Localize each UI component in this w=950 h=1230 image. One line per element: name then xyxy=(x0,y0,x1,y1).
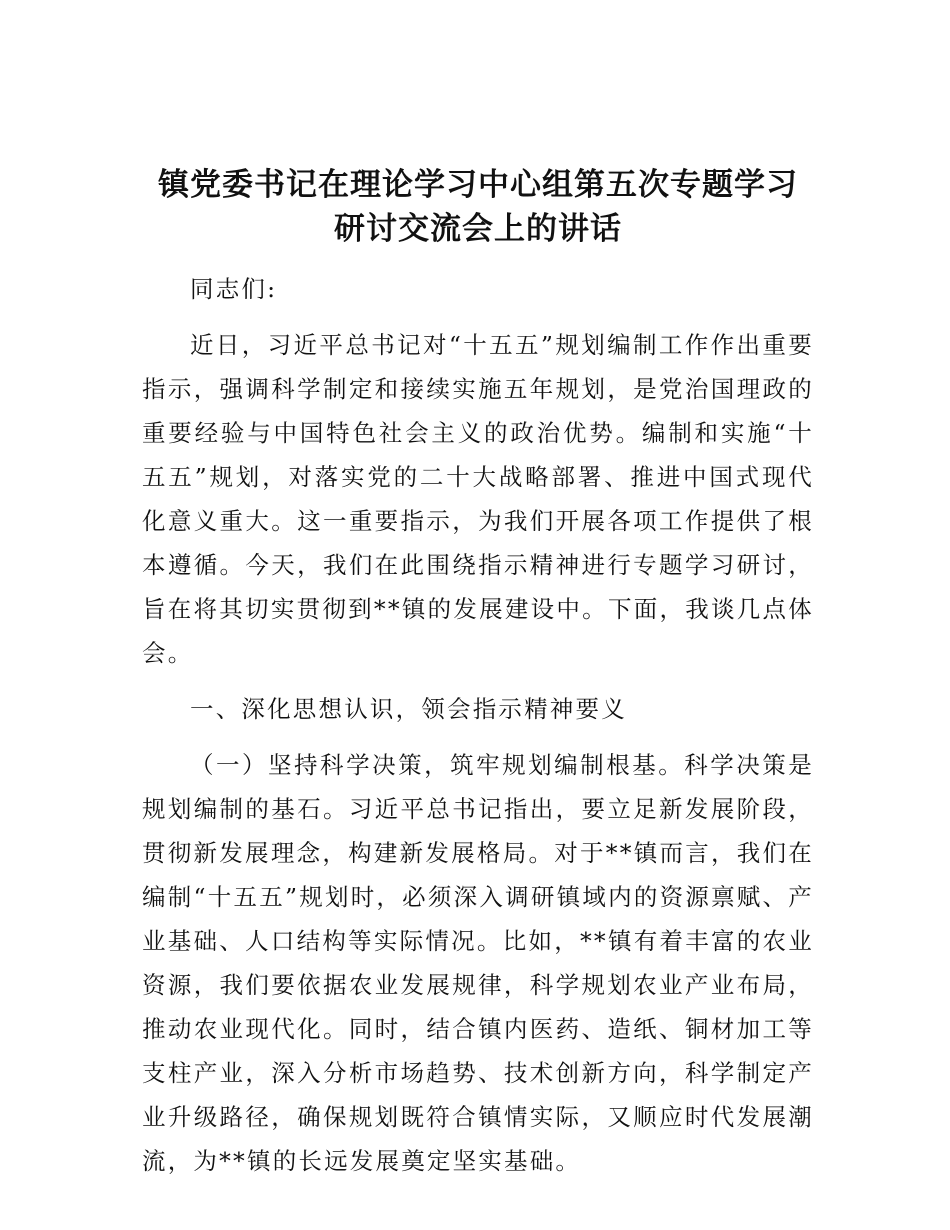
document-title xyxy=(142,163,814,251)
paragraph-intro: 近日，习近平总书记对“十五五”规划编制工作作出重要指示，强调科学制定和接续实施五年规划，是党治国理政的重要经验与中国特色社会主义的政治优势。编制和实施“十五五”规划，对落实党的二十大战略部署、推进中国式现代化意义重大。这一重要指示，为我们开展各项工作提供了根本遵循。今天，我们在此围绕指示精神进行专题学习研讨，旨在将其切实贯彻到**镇的发展建设中。下面，我谈几点体会。 xyxy=(142,331,814,667)
title-line-2: 研讨交流会上的讲话 xyxy=(334,211,622,247)
section-heading-1: 一、深化思想认识，领会指示精神要义 xyxy=(190,695,627,723)
paragraph-section-1-1: （一）坚持科学决策，筑牢规划编制根基。科学决策是规划编制的基石。习近平总书记指出，要立足新发展阶段，贯彻新发展理念，构建新发展格局。对于**镇而言，我们在编制“十五五”规划时，必须深入调研镇域内的资源禀赋、产业基础、人口结构等实际情况。比如，**镇有着丰富的农业资源，我们要依据农业发展规律，科学规划农业产业布局，推动农业现代化。同时，结合镇内医药、造纸、铜材加工等支柱产业，深入分析市场趋势、技术创新方向，科学制定产业升级路径，确保规划既符合镇情实际，又顺应时代发展潮流，为**镇的长远发展奠定坚实基础。 xyxy=(142,751,814,1175)
title-line-1: 镇党委书记在理论学习中心组第五次专题学习 xyxy=(158,167,798,203)
greeting: 同志们: xyxy=(190,275,278,303)
